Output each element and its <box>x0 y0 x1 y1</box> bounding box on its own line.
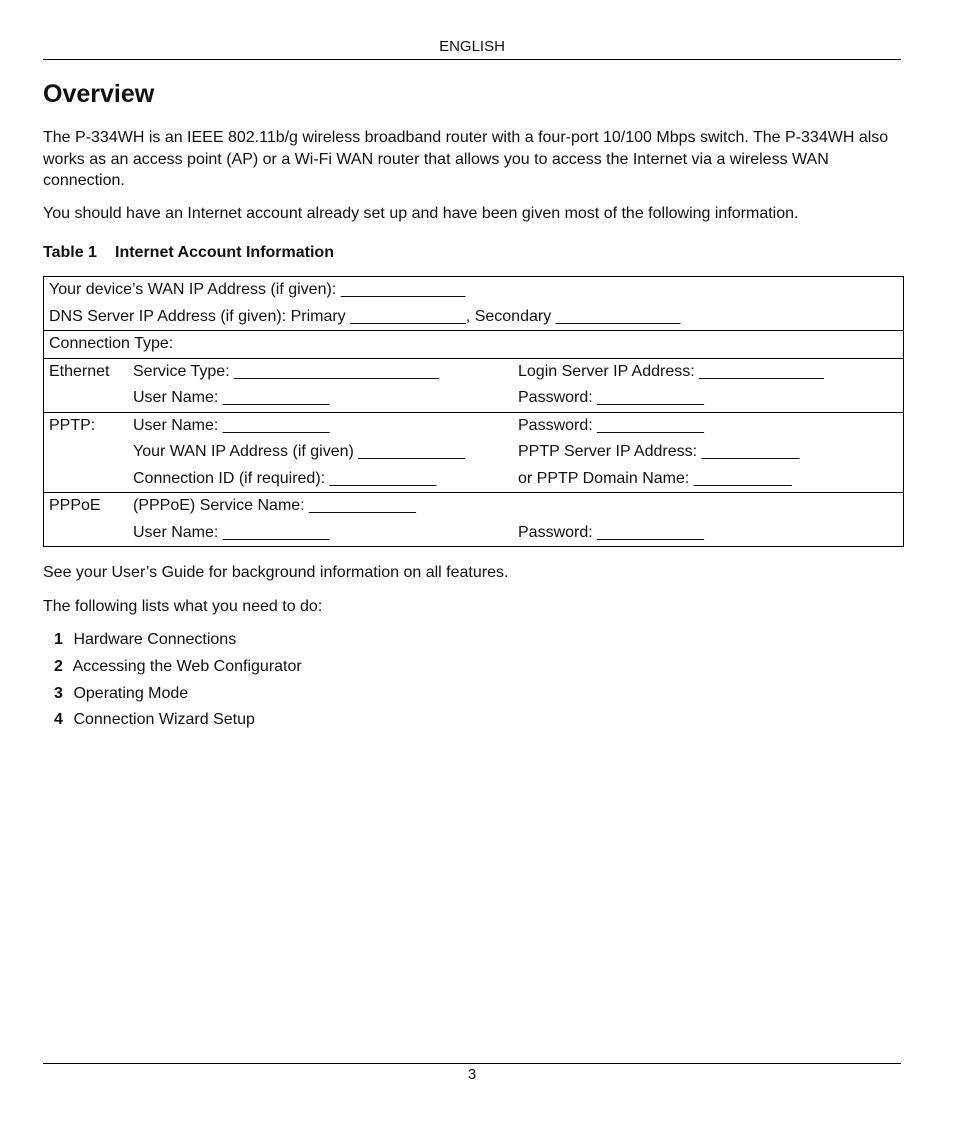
step-label: Connection Wizard Setup <box>73 711 255 729</box>
ethernet-password: Password: ____________ <box>518 389 704 406</box>
list-item <box>54 683 302 710</box>
todo-intro: The following lists what you need to do: <box>43 598 323 615</box>
wan-ip-field: Your device’s WAN IP Address (if given): ______________ <box>49 281 466 298</box>
pppoe-service-name: (PPPoE) Service Name: ____________ <box>133 497 416 514</box>
ethernet-service-type: Service Type: _______________________ <box>133 362 439 380</box>
list-item <box>54 709 302 736</box>
connection-type-label: Connection Type: <box>49 335 174 352</box>
table-cell <box>44 493 904 547</box>
intro-paragraph: The P-334WH is an IEEE 802.11b/g wireless broadband router with a four-port 10/100 Mbps switch. The P-334WH also works as an access point (AP) or a Wi-Fi WAN router that allows you to access the Internet via a wireless WAN connection. <box>43 129 889 189</box>
pptp-wan-ip: Your WAN IP Address (if given) ____________ <box>133 443 466 460</box>
table-caption-title: Internet Account Information <box>115 244 334 261</box>
step-label: Accessing the Web Configurator <box>72 657 302 675</box>
list-item <box>54 656 302 683</box>
table-caption-number: Table 1 <box>43 244 97 261</box>
table-cell <box>44 412 904 493</box>
table-cell <box>44 358 904 412</box>
internet-account-table <box>43 276 904 547</box>
page-number: 3 <box>467 1066 477 1083</box>
header-language: ENGLISH <box>439 38 505 55</box>
step-label: Hardware Connections <box>73 631 237 648</box>
step-number: 2 <box>54 657 63 675</box>
step-number: 3 <box>54 684 63 702</box>
list-item <box>54 629 302 656</box>
table-caption <box>43 244 334 262</box>
pppoe-password: Password: ____________ <box>518 523 704 541</box>
header-rule <box>43 59 901 60</box>
table-row <box>44 331 904 359</box>
ethernet-label: Ethernet <box>49 362 110 380</box>
table-row <box>44 358 904 412</box>
table-row <box>44 412 904 493</box>
pptp-label: PPTP: <box>49 416 96 434</box>
prereq-paragraph: You should have an Internet account already set up and have been given most of the following information. <box>43 205 799 222</box>
table-row <box>44 277 904 331</box>
pptp-domain-name: or PPTP Domain Name: ___________ <box>518 469 792 487</box>
guide-note: See your User’s Guide for background information on all features. <box>43 564 509 581</box>
step-label: Operating Mode <box>73 684 189 702</box>
ethernet-login-server: Login Server IP Address: ______________ <box>518 362 824 380</box>
pppoe-label: PPPoE <box>49 497 101 514</box>
pptp-password: Password: ____________ <box>518 416 704 434</box>
pppoe-user-name: User Name: ____________ <box>133 523 330 541</box>
table-cell <box>44 331 904 359</box>
steps-list <box>54 629 302 736</box>
table-row <box>44 493 904 547</box>
pptp-connection-id: Connection ID (if required): ____________ <box>133 469 437 487</box>
pptp-server-ip: PPTP Server IP Address: ___________ <box>518 443 800 460</box>
ethernet-user-name: User Name: ____________ <box>133 389 330 406</box>
page-title: Overview <box>43 80 155 108</box>
dns-field: DNS Server IP Address (if given): Primary _____________, Secondary ______________ <box>49 307 681 325</box>
step-number: 1 <box>54 631 63 648</box>
footer-rule <box>43 1063 901 1064</box>
table-cell <box>44 277 904 331</box>
pptp-user-name: User Name: ____________ <box>133 416 330 434</box>
step-number: 4 <box>54 711 63 729</box>
